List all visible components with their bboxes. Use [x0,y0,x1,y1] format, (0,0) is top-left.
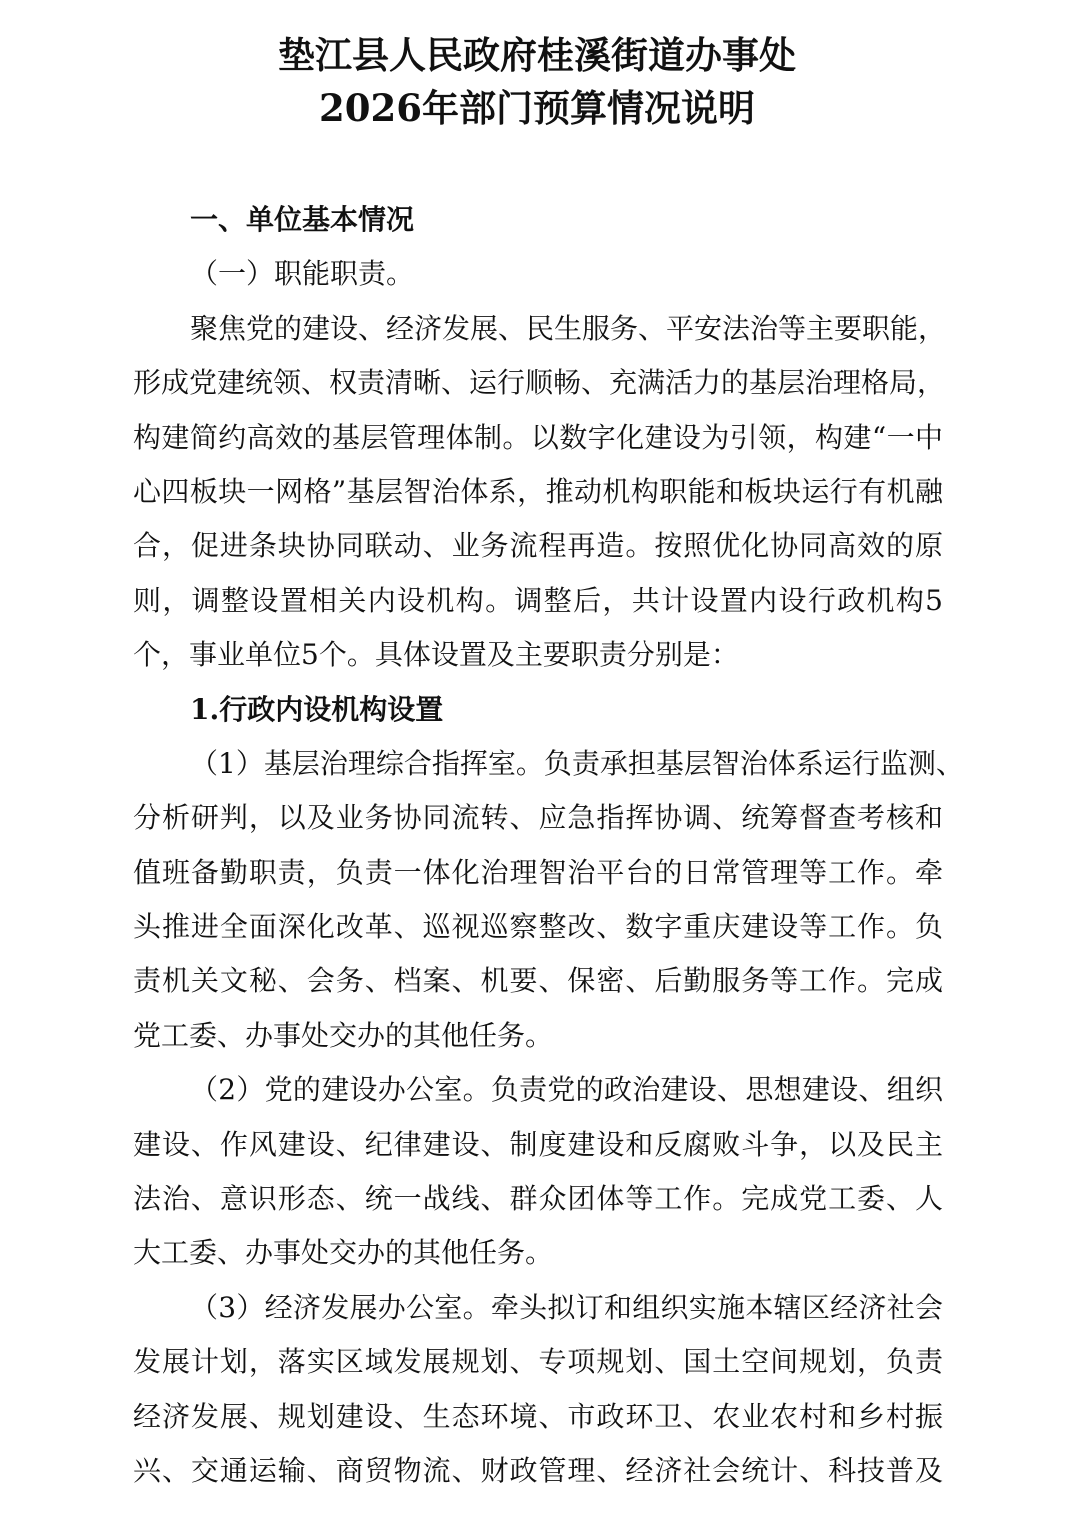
text-line: 则，调整设置相关内设机构。调整后，共计设置内设行政机构5 [133,583,943,617]
text-line: 形成党建统领、权责清晰、运行顺畅、充满活力的基层治理格局， [133,366,946,400]
text-line: 1.行政内设机构设置 [190,692,444,726]
document-title-line2: 2026年部门预算情况说明 [319,86,755,130]
paragraph [133,737,964,1063]
text-line: （一）职能职责。 [190,257,415,291]
text-line: （1）基层治理综合指挥室。负责承担基层智治体系运行监测、 [190,746,964,780]
text-line: 一、单位基本情况 [190,203,415,236]
section-heading [133,683,943,737]
text-line: （3）经济发展办公室。牵头拟订和组织实施本辖区经济社会 [190,1290,943,1324]
text-line: 兴、交通运输、商贸物流、财政管理、经济社会统计、科技普及 [133,1453,943,1487]
text-line: 经济发展、规划建设、生态环境、市政环卫、农业农村和乡村振 [133,1399,943,1433]
text-line: 发展计划，落实区域发展规划、专项规划、国土空间规划，负责 [133,1345,943,1379]
section-heading [133,193,943,247]
text-line: 构建简约高效的基层管理体制。以数字化建设为引领，构建“一中 [133,420,943,454]
paragraph [133,1281,943,1499]
text-line: 建设、作风建设、纪律建设、制度建设和反腐败斗争，以及民主 [133,1127,943,1161]
text-line: 聚焦党的建设、经济发展、民生服务、平安法治等主要职能， [190,311,947,345]
paragraph [133,302,947,683]
text-line: 大工委、办事处交办的其他任务。 [133,1236,554,1270]
text-line: 合，促进条块协同联动、业务流程再造。按照优化协同高效的原 [133,529,943,563]
text-line: 分析研判，以及业务协同流转、应急指挥协调、统筹督查考核和 [133,801,943,835]
text-line: （2）党的建设办公室。负责党的政治建设、思想建设、组织 [190,1073,943,1107]
document-body [133,193,964,1498]
document-title-line1: 垫江县人民政府桂溪街道办事处 [278,33,796,77]
text-line: 心四板块一网格”基层智治体系，推动机构职能和板块运行有机融 [133,474,943,508]
text-line: 头推进全面深化改革、巡视巡察整改、数字重庆建设等工作。负 [133,910,943,944]
subsection-heading [133,247,943,301]
text-line: 值班备勤职责，负责一体化治理智治平台的日常管理等工作。牵 [133,855,943,889]
text-line: 党工委、办事处交办的其他任务。 [133,1018,554,1052]
text-line: 个，事业单位5个。具体设置及主要职责分别是： [133,638,739,672]
paragraph [133,1063,943,1281]
text-line: 责机关文秘、会务、档案、机要、保密、后勤服务等工作。完成 [133,964,943,998]
text-line: 法治、意识形态、统一战线、群众团体等工作。完成党工委、人 [133,1182,943,1216]
